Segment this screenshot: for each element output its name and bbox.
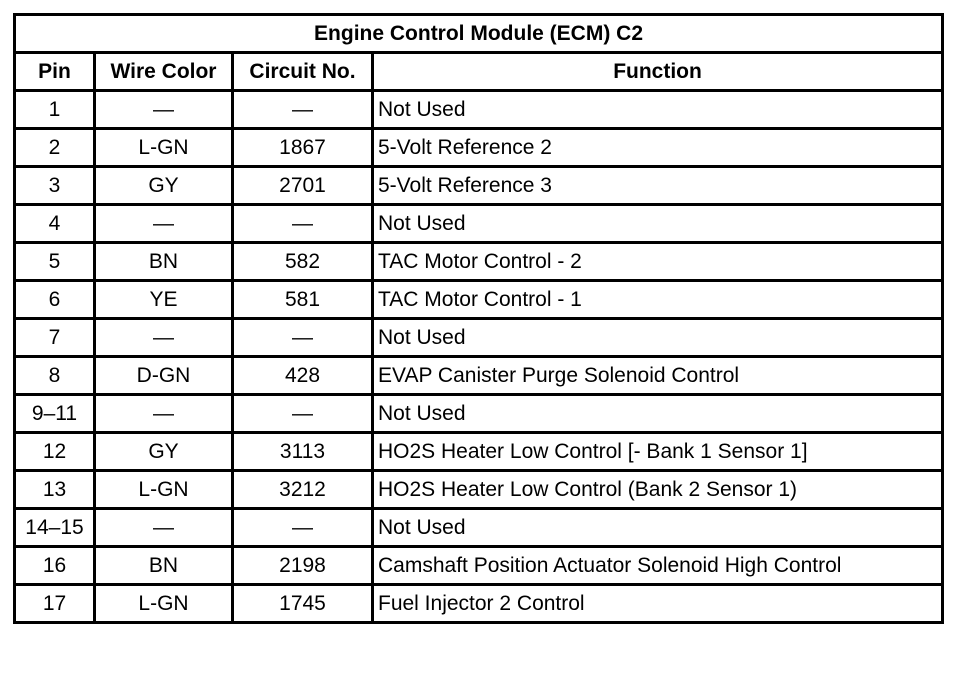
cell-pin: 9–11 bbox=[15, 395, 95, 433]
cell-circuit-no: 582 bbox=[233, 243, 373, 281]
cell-wire-color: GY bbox=[95, 167, 233, 205]
cell-function: Not Used bbox=[373, 91, 943, 129]
cell-pin: 16 bbox=[15, 547, 95, 585]
cell-pin: 2 bbox=[15, 129, 95, 167]
title-row bbox=[15, 15, 943, 53]
cell-pin: 3 bbox=[15, 167, 95, 205]
cell-circuit-no: 2198 bbox=[233, 547, 373, 585]
cell-circuit-no: 3212 bbox=[233, 471, 373, 509]
cell-pin: 13 bbox=[15, 471, 95, 509]
cell-circuit-no: 1745 bbox=[233, 585, 373, 623]
cell-pin: 17 bbox=[15, 585, 95, 623]
table-row bbox=[15, 547, 943, 585]
cell-circuit-no: 581 bbox=[233, 281, 373, 319]
table-row bbox=[15, 281, 943, 319]
cell-function: Fuel Injector 2 Control bbox=[373, 585, 943, 623]
cell-circuit-no: — bbox=[233, 91, 373, 129]
cell-pin: 6 bbox=[15, 281, 95, 319]
cell-wire-color: — bbox=[95, 91, 233, 129]
cell-function: Camshaft Position Actuator Solenoid High Control bbox=[373, 547, 943, 585]
cell-function: Not Used bbox=[373, 319, 943, 357]
cell-wire-color: — bbox=[95, 205, 233, 243]
cell-function: Not Used bbox=[373, 509, 943, 547]
header-row bbox=[15, 53, 943, 91]
cell-wire-color: BN bbox=[95, 547, 233, 585]
cell-pin: 14–15 bbox=[15, 509, 95, 547]
cell-function: HO2S Heater Low Control (Bank 2 Sensor 1) bbox=[373, 471, 943, 509]
table-row bbox=[15, 395, 943, 433]
cell-wire-color: L-GN bbox=[95, 585, 233, 623]
table-row bbox=[15, 129, 943, 167]
header-circuit-no: Circuit No. bbox=[233, 53, 373, 91]
cell-circuit-no: 1867 bbox=[233, 129, 373, 167]
cell-wire-color: — bbox=[95, 395, 233, 433]
table-row bbox=[15, 319, 943, 357]
cell-circuit-no: 2701 bbox=[233, 167, 373, 205]
cell-circuit-no: — bbox=[233, 395, 373, 433]
cell-circuit-no: — bbox=[233, 319, 373, 357]
cell-pin: 8 bbox=[15, 357, 95, 395]
cell-function: 5-Volt Reference 2 bbox=[373, 129, 943, 167]
cell-pin: 4 bbox=[15, 205, 95, 243]
cell-function: Not Used bbox=[373, 395, 943, 433]
table-row bbox=[15, 167, 943, 205]
cell-wire-color: L-GN bbox=[95, 471, 233, 509]
table-body bbox=[15, 91, 943, 623]
cell-wire-color: GY bbox=[95, 433, 233, 471]
table-row bbox=[15, 509, 943, 547]
cell-wire-color: L-GN bbox=[95, 129, 233, 167]
header-function: Function bbox=[373, 53, 943, 91]
cell-circuit-no: — bbox=[233, 205, 373, 243]
cell-function: EVAP Canister Purge Solenoid Control bbox=[373, 357, 943, 395]
table-row bbox=[15, 91, 943, 129]
cell-function: TAC Motor Control - 1 bbox=[373, 281, 943, 319]
cell-wire-color: YE bbox=[95, 281, 233, 319]
ecm-connector-table-container bbox=[13, 13, 944, 624]
cell-circuit-no: 428 bbox=[233, 357, 373, 395]
cell-wire-color: — bbox=[95, 319, 233, 357]
cell-pin: 7 bbox=[15, 319, 95, 357]
table-row bbox=[15, 585, 943, 623]
cell-wire-color: BN bbox=[95, 243, 233, 281]
cell-pin: 12 bbox=[15, 433, 95, 471]
ecm-connector-table bbox=[13, 13, 944, 624]
table-row bbox=[15, 357, 943, 395]
table-row bbox=[15, 471, 943, 509]
table-title: Engine Control Module (ECM) C2 bbox=[15, 15, 943, 53]
cell-wire-color: — bbox=[95, 509, 233, 547]
table-row bbox=[15, 205, 943, 243]
cell-function: TAC Motor Control - 2 bbox=[373, 243, 943, 281]
cell-circuit-no: 3113 bbox=[233, 433, 373, 471]
table-row bbox=[15, 243, 943, 281]
cell-wire-color: D-GN bbox=[95, 357, 233, 395]
cell-function: Not Used bbox=[373, 205, 943, 243]
cell-pin: 1 bbox=[15, 91, 95, 129]
table-row bbox=[15, 433, 943, 471]
header-wire-color: Wire Color bbox=[95, 53, 233, 91]
cell-function: 5-Volt Reference 3 bbox=[373, 167, 943, 205]
cell-function: HO2S Heater Low Control [- Bank 1 Sensor 1] bbox=[373, 433, 943, 471]
cell-circuit-no: — bbox=[233, 509, 373, 547]
header-pin: Pin bbox=[15, 53, 95, 91]
cell-pin: 5 bbox=[15, 243, 95, 281]
